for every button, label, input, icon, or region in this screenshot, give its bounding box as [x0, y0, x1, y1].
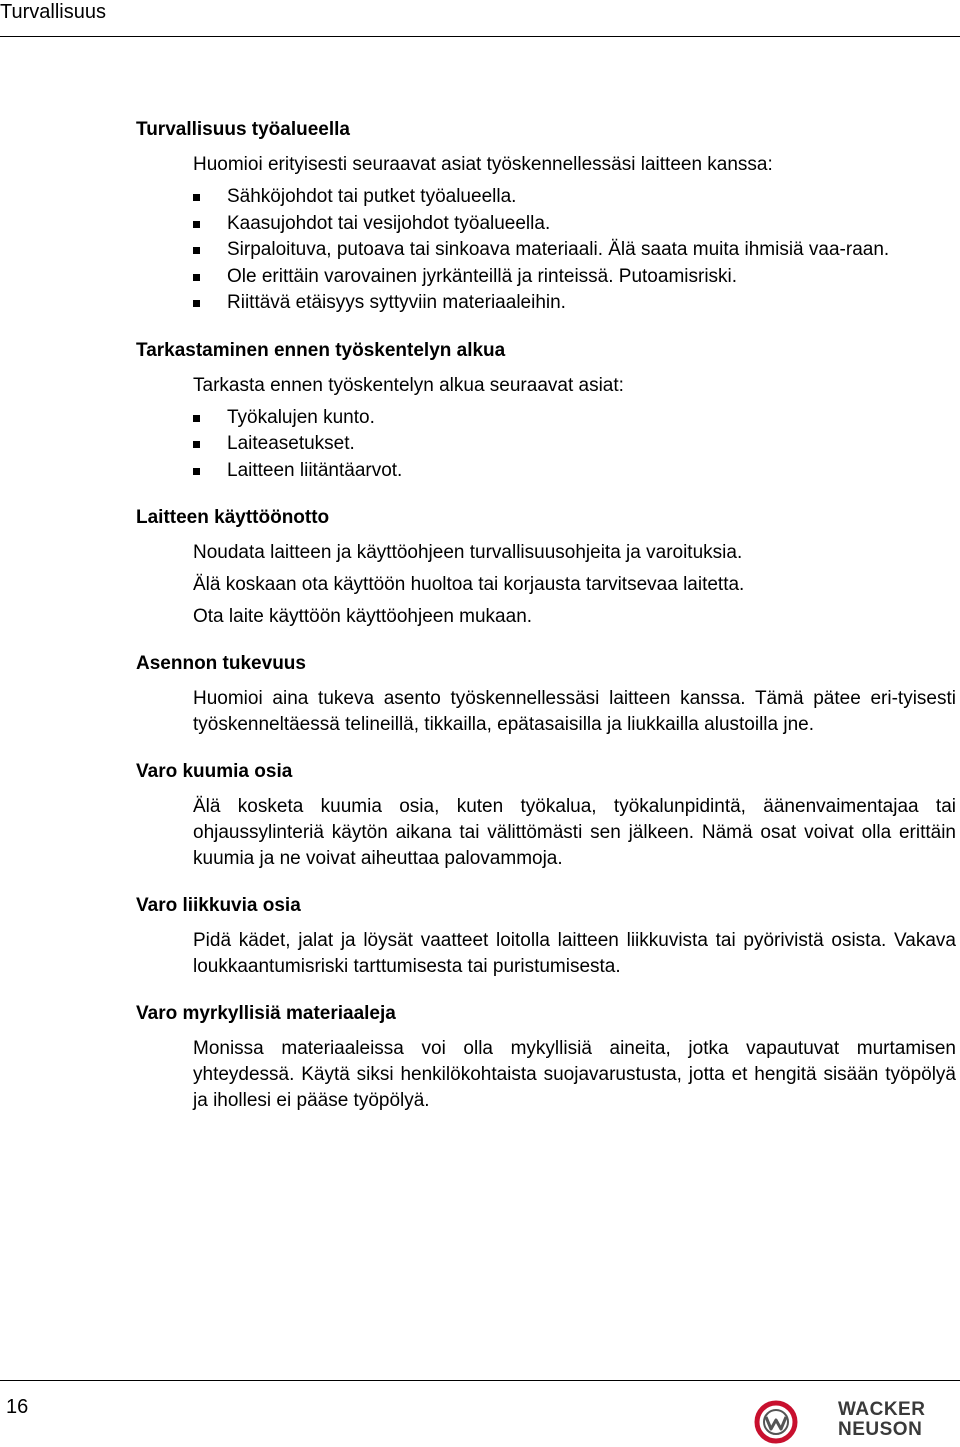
section-moving-parts — [136, 894, 956, 980]
bullet-list — [193, 184, 956, 317]
list-item-text: Laitteen liitäntäarvot. — [227, 459, 403, 481]
list-item — [193, 431, 956, 458]
page-number: 16 — [6, 1396, 29, 1418]
section-work-area-safety — [136, 118, 956, 317]
paragraph: Pidä kädet, jalat ja löysät vaatteet loitolla laitteen liikkuvista tai pyörivistä osista. Vakava loukkaantumisriski tarttumisesta tai puristumisesta. — [193, 930, 956, 977]
list-item-text: Riittävä etäisyys syttyviin materiaaleihin. — [227, 292, 566, 313]
bullet-square-icon — [193, 274, 200, 281]
section-heading: Asennon tukevuus — [136, 653, 306, 674]
section-heading: Tarkastaminen ennen työskentelyn alkua — [136, 339, 506, 361]
section-body — [193, 794, 956, 872]
section-heading: Varo myrkyllisiä materiaaleja — [136, 1003, 396, 1024]
section-heading: Varo liikkuvia osia — [136, 895, 301, 916]
logo-line-2: NEUSON — [838, 1419, 923, 1440]
section-body — [193, 1036, 956, 1114]
list-item — [193, 290, 956, 317]
section-intro: Huomioi erityisesti seuraavat asiat työskennellessäsi laitteen kanssa: — [193, 154, 773, 175]
bullet-list — [193, 405, 956, 485]
paragraph: Ota laite käyttöön käyttöohjeen mukaan. — [193, 606, 533, 627]
list-item — [193, 237, 956, 264]
section-body — [193, 928, 956, 980]
bullet-square-icon — [193, 221, 200, 228]
bullet-square-icon — [193, 300, 200, 307]
list-item — [193, 264, 956, 291]
paragraph: Monissa materiaaleissa voi olla mykyllisiä aineita, jotka vapautuvat murtamisen yhteydessä. Käytä siksi henkilökohtaista suojavarustusta, jotta et hengitä sisään työpölyä ja ihollesi ei pääse työpölyä. — [193, 1038, 956, 1111]
list-item — [193, 184, 956, 211]
list-item-text: Ole erittäin varovainen jyrkänteillä ja rinteissä. Putoamisriski. — [227, 265, 738, 287]
section-toxic-materials — [136, 1002, 956, 1114]
spacer — [136, 980, 956, 1002]
logo-wordmark — [838, 1400, 958, 1440]
footer-divider — [0, 1380, 960, 1381]
section-stable-stance — [136, 652, 956, 738]
list-item-text: Työkalujen kunto. — [227, 406, 375, 428]
paragraph: Älä koskaan ota käyttöön huoltoa tai korjausta tarvitsevaa laitetta. — [193, 574, 745, 595]
section-hot-parts — [136, 760, 956, 872]
bullet-square-icon — [193, 415, 200, 422]
section-commissioning — [136, 506, 956, 630]
list-item — [193, 405, 956, 432]
section-heading: Laitteen käyttöönotto — [136, 507, 330, 528]
paragraph: Huomioi aina tukeva asento työskennellessäsi laitteen kanssa. Tämä pätee eri-tyisesti työskenneltäessä telineillä, tikkailla, epätasaisilla ja liukkailla alustoilla jne. — [193, 688, 956, 735]
section-body — [193, 540, 956, 630]
paragraph: Älä kosketa kuumia osia, kuten työkalua, työkalunpidintä, äänenvaimentajaa tai ohjaussylinteriä käytön aikana tai välittömästi sen jälkeen. Nämä osat voivat olla erittäin kuumia ja ne voivat aiheuttaa palovammoja. — [193, 796, 956, 869]
list-item — [193, 458, 956, 485]
bullet-square-icon — [193, 468, 200, 475]
section-heading: Varo kuumia osia — [136, 761, 293, 782]
spacer — [136, 484, 956, 506]
section-pre-work-inspection — [136, 339, 956, 485]
list-item-text: Kaasujohdot tai vesijohdot työalueella. — [227, 212, 551, 234]
header-divider — [0, 36, 960, 37]
bullet-square-icon — [193, 247, 200, 254]
spacer — [136, 738, 956, 760]
bullet-square-icon — [193, 194, 200, 201]
section-body — [193, 686, 956, 738]
bullet-square-icon — [193, 441, 200, 448]
section-body — [193, 152, 956, 317]
list-item-text: Laiteasetukset. — [227, 433, 355, 454]
section-body — [193, 373, 956, 485]
page-header-title: Turvallisuus — [0, 1, 106, 23]
spacer — [136, 872, 956, 894]
list-item-text: Sähköjohdot tai putket työalueella. — [227, 186, 517, 207]
list-item-text: Sirpaloituva, putoava tai sinkoava materiaali. Älä saata muita ihmisiä vaa-raan. — [227, 239, 890, 260]
paragraph: Noudata laitteen ja käyttöohjeen turvallisuusohjeita ja varoituksia. — [193, 542, 743, 563]
wacker-neuson-emblem-icon — [752, 1400, 802, 1444]
section-heading: Turvallisuus työalueella — [136, 119, 351, 140]
document-content — [136, 118, 956, 1114]
wacker-neuson-logo — [752, 1400, 958, 1444]
logo-line-1: WACKER — [838, 1399, 926, 1420]
list-item — [193, 211, 956, 238]
section-intro: Tarkasta ennen työskentelyn alkua seuraavat asiat: — [193, 374, 624, 396]
spacer — [136, 317, 956, 339]
spacer — [136, 630, 956, 652]
